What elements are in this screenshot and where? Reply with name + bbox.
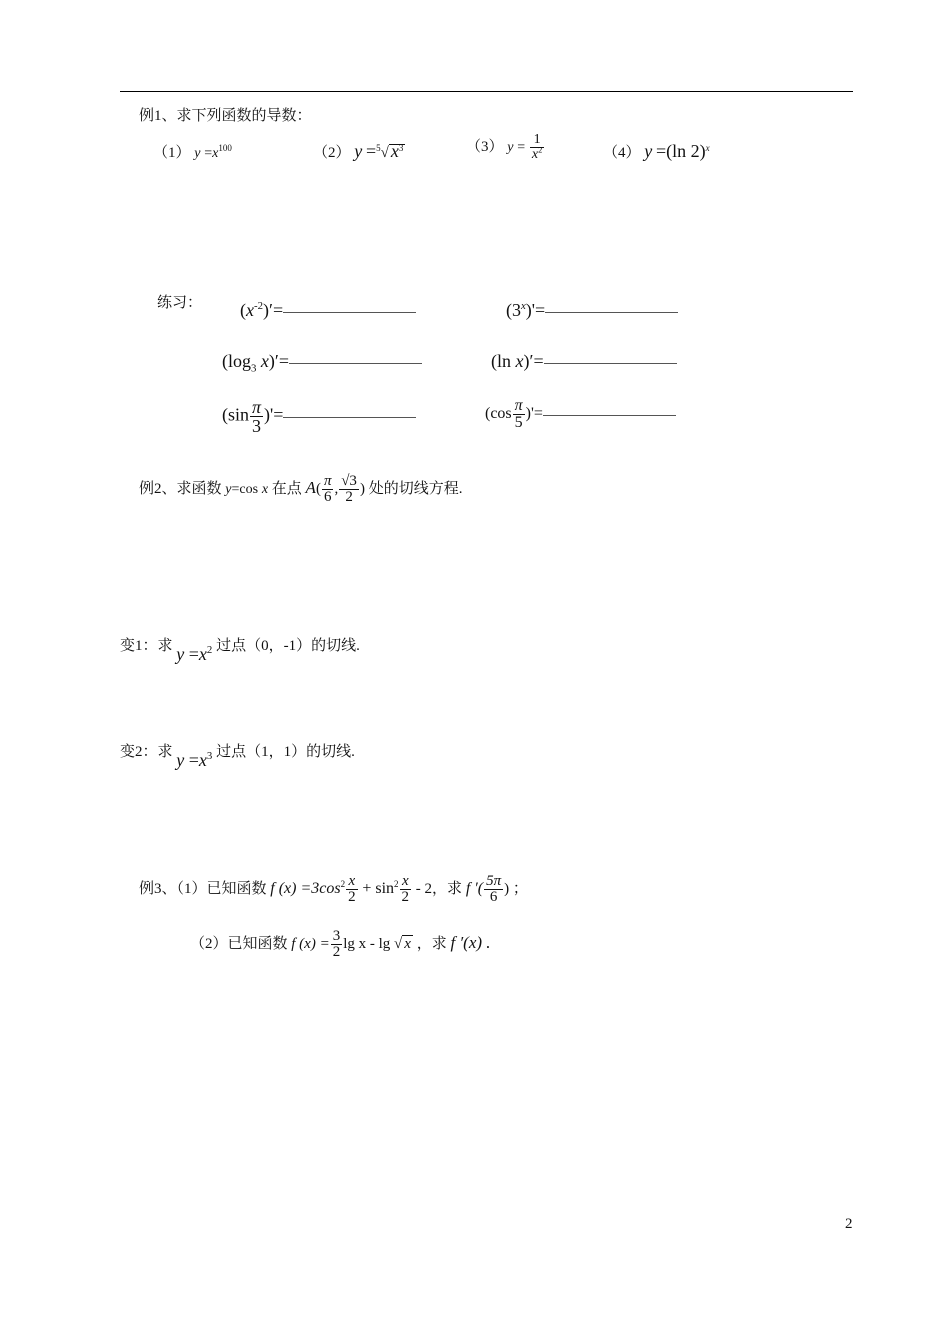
example1-item-1: （1） $y =x^{100}$ (153, 143, 232, 161)
practice-item-3: ($\log_3$ x)′= (222, 351, 422, 372)
example3-part1: 例3、（1）已知函数 f $(x) =3\cos^2$ $\frac{x}{2}$ + $\sin^2$ $\frac{x}{2}$ - 2，求 f ′( $\frac{5\pi}{6}$ ) ； (139, 873, 528, 905)
variant2-line: 变2：求 $y =x^3$ 过点（1，1）的切线. (120, 744, 355, 770)
radical-sign-icon: √ (380, 145, 389, 161)
answer-blank[interactable] (283, 311, 416, 313)
item-label: （1） (153, 145, 191, 161)
fraction: $\frac{1}{x^2}$ (531, 132, 543, 162)
answer-blank[interactable] (289, 362, 422, 364)
radical-sign-icon: √ (394, 935, 403, 952)
fraction: $\frac{5\pi}{6}$ (486, 873, 502, 905)
fraction: $\frac{x}{2}$ (348, 873, 356, 905)
variant1-line: 变1：求 $y =x^2$ 过点（0，-1）的切线. (120, 638, 360, 664)
practice-item-4: (ln x)′= (491, 351, 677, 372)
fraction: $\frac{√3}{2}$ (341, 473, 357, 505)
example1-item-2: （2） y =$^5$√ $x^3$ (313, 141, 404, 161)
example1-item-3: （3） y = $\frac{1}{x^2}$ (466, 132, 543, 162)
answer-blank[interactable] (543, 414, 676, 416)
example3-part2: （2）已知函数 f (x) = $\frac{3}{2}$ lg x - lg √ x ，求 f ′(x) . (190, 928, 491, 960)
practice-item-5: (sin $\frac{\pi}{3}$ )'= (222, 398, 416, 435)
example1-item-4: （4） y =(ln 2)$^x$ (603, 141, 710, 161)
practice-item-6: (cos $\frac{\pi}{5}$ )'= (485, 398, 676, 431)
practice-item-1: $(x^{-2})'=$ (240, 300, 416, 321)
item-label: （2） (313, 145, 351, 161)
fraction: $\frac{\pi}{5}$ (514, 397, 523, 431)
fraction: $\frac{x}{2}$ (401, 873, 410, 905)
answer-blank[interactable] (544, 362, 677, 364)
fraction: $\frac{\pi}{3}$ (252, 397, 262, 436)
answer-blank[interactable] (283, 416, 416, 418)
item-label: （3） (466, 138, 504, 155)
example2-line: 例2、求函数 y=cos x 在点 A( $\frac{\pi}{6}$ , $\frac{√3}{2}$ ) 处的切线方程. (139, 473, 463, 505)
answer-blank[interactable] (545, 311, 678, 313)
fraction: $\frac{\pi}{6}$ (323, 473, 332, 505)
example1-heading: 例1、求下列函数的导数： (139, 108, 312, 124)
fraction: $\frac{3}{2}$ (332, 928, 341, 960)
practice-heading: 练习： (157, 295, 203, 311)
item-label: （4） (603, 145, 641, 161)
page-number: 2 (845, 1216, 853, 1232)
practice-item-2: $(3^x)'=$ (506, 300, 678, 321)
header-rule (120, 91, 853, 92)
